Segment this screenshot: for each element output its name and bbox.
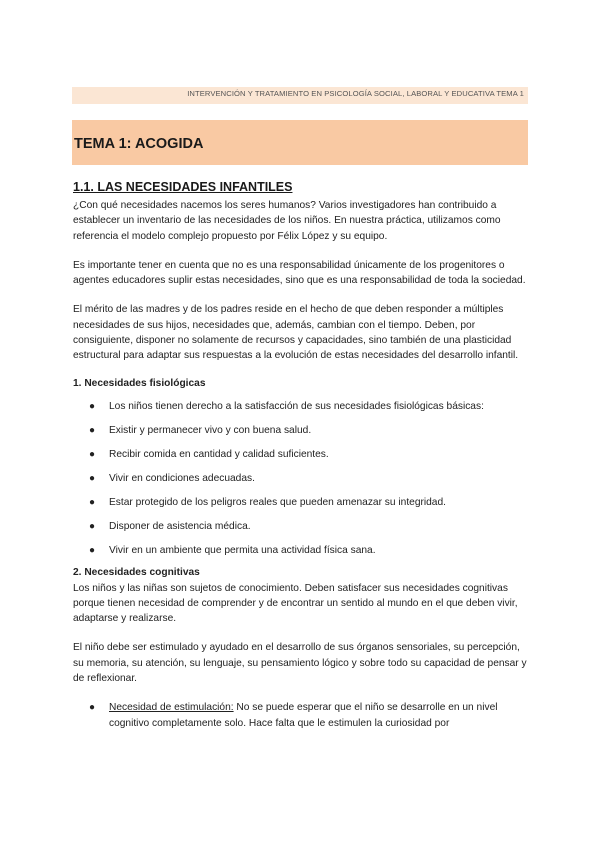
subsection-heading-cognitive: 2. Necesidades cognitivas bbox=[73, 566, 200, 578]
bullet-icon: ● bbox=[89, 496, 96, 508]
list-item bbox=[73, 700, 528, 731]
list-item: ● Los niños tienen derecho a la satisfacción de sus necesidades fisiológicas básicas: bbox=[73, 399, 528, 414]
bullet-icon: ● bbox=[89, 424, 96, 436]
stimulation-text: No se puede esperar que el niño se desarrolle en un nivel cognitivo completamente solo. Hace falta que le estimulen la curiosidad por bbox=[109, 702, 498, 729]
paragraph: El niño debe ser estimulado y ayudado en el desarrollo de sus órganos sensoriales, su percepción, su memoria, su atención, su lenguaje, su pensamiento lógico y sobre todo su capacidad de pensar y de reflexionar. bbox=[73, 642, 527, 685]
paragraph: Es importante tener en cuenta que no es una responsabilidad únicamente de los progenitores o agentes educadores suplir estas necesidades, sino que es una responsabilidad de toda la sociedad. bbox=[73, 259, 526, 287]
list-item: ● Vivir en condiciones adecuadas. bbox=[73, 471, 528, 486]
stimulation-label: Necesidad de estimulación: bbox=[109, 702, 234, 714]
paragraph: Los niños y las niñas son sujetos de conocimiento. Deben satisfacer sus necesidades cognitivas porque tienen necesidad de comprender y de encontrar un sentido al mundo en el que deben vivir, adaptarse y realizarse. bbox=[73, 582, 518, 625]
physiological-needs-list bbox=[73, 399, 528, 558]
bullet-icon: ● bbox=[89, 472, 96, 484]
bullet-icon: ● bbox=[89, 448, 96, 460]
bullet-icon: ● bbox=[89, 400, 96, 412]
document-body bbox=[73, 180, 528, 737]
bullet-icon: ● bbox=[89, 702, 96, 714]
list-item: ● Estar protegido de los peligros reales que pueden amenazar su integridad. bbox=[73, 495, 528, 510]
page-title: TEMA 1: ACOGIDA bbox=[74, 136, 204, 152]
section-heading: 1.1. LAS NECESIDADES INFANTILES bbox=[73, 180, 293, 194]
running-header-text: INTERVENCIÓN Y TRATAMIENTO EN PSICOLOGÍA SOCIAL, LABORAL Y EDUCATIVA TEMA 1 bbox=[187, 89, 524, 98]
list-item: ● Vivir en un ambiente que permita una actividad física sana. bbox=[73, 543, 528, 558]
list-item: ● Existir y permanecer vivo y con buena salud. bbox=[73, 423, 528, 438]
bullet-icon: ● bbox=[89, 544, 96, 556]
title-banner bbox=[72, 120, 528, 165]
cognitive-needs-list bbox=[73, 700, 528, 731]
list-item: ● Recibir comida en cantidad y calidad suficientes. bbox=[73, 447, 528, 462]
paragraph: ¿Con qué necesidades nacemos los seres humanos? Varios investigadores han contribuido a establecer un inventario de las necesidades de los niños. En nuestra práctica, utilizamos como referencia el modelo complejo propuesto por Félix López y su equipo. bbox=[73, 200, 501, 242]
running-header bbox=[72, 87, 528, 104]
subsection-heading-physiological: 1. Necesidades fisiológicas bbox=[73, 377, 206, 389]
list-item: ● Disponer de asistencia médica. bbox=[73, 519, 528, 534]
bullet-icon: ● bbox=[89, 520, 96, 532]
paragraph: El mérito de las madres y de los padres reside en el hecho de que deben responder a múltiples necesidades de sus hijos, necesidades que, además, cambian con el tiempo. Deben, por consiguiente, disponer no solamente de recursos y capacidades, sino también de una plasticidad estructural para adaptar sus respuestas a la evolución de estas necesidades del desarrollo infantil. bbox=[73, 304, 519, 362]
